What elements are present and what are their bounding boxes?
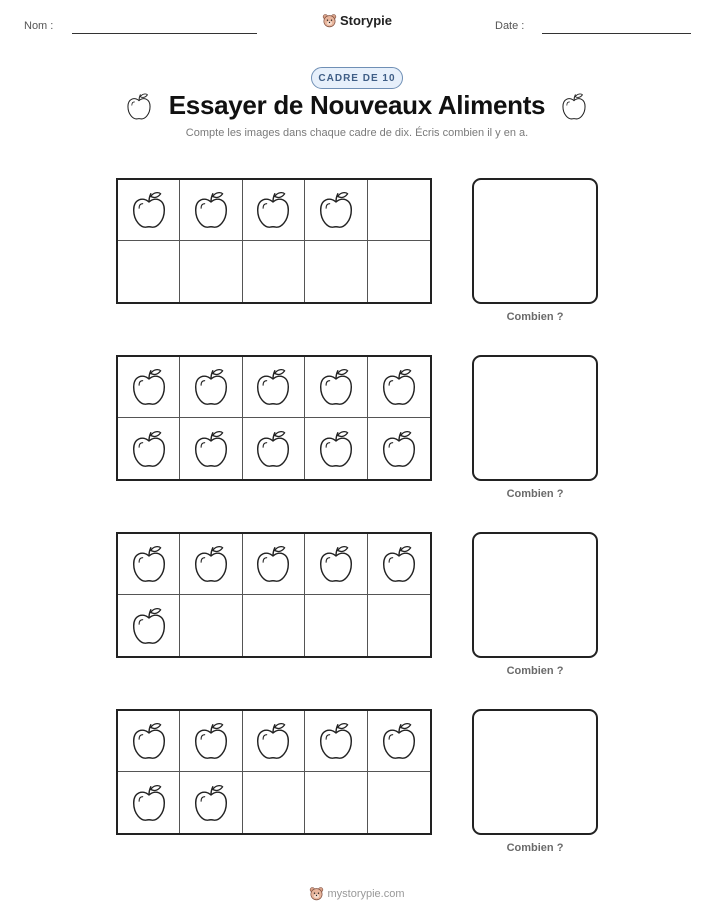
frame-cell bbox=[305, 241, 367, 302]
frame-cell bbox=[118, 534, 180, 595]
apple-icon bbox=[381, 544, 417, 584]
instructions: Compte les images dans chaque cadre de dix. Écris combien il y en a. bbox=[185, 127, 529, 139]
frame-cell bbox=[243, 711, 305, 772]
apple-icon bbox=[193, 429, 229, 469]
ten-frame bbox=[116, 355, 432, 481]
apple-icon bbox=[318, 367, 354, 407]
frame-cell bbox=[118, 241, 180, 302]
frame-cell bbox=[180, 418, 242, 479]
brand bbox=[0, 13, 714, 33]
frame-cell bbox=[305, 418, 367, 479]
frame-cell bbox=[180, 534, 242, 595]
frame-cell bbox=[243, 418, 305, 479]
ten-frame bbox=[116, 709, 432, 835]
frame-cell bbox=[118, 595, 180, 656]
storypie-bear-icon bbox=[322, 13, 337, 28]
frame-cell bbox=[305, 357, 367, 418]
frame-cell bbox=[368, 534, 430, 595]
frame-cell bbox=[180, 357, 242, 418]
apple-icon bbox=[131, 606, 167, 646]
frame-cell bbox=[305, 711, 367, 772]
apple-icon bbox=[131, 544, 167, 584]
apple-icon bbox=[255, 544, 291, 584]
answer-box[interactable] bbox=[472, 355, 598, 481]
apple-icon bbox=[131, 367, 167, 407]
frame-cell bbox=[243, 534, 305, 595]
apple-icon bbox=[255, 367, 291, 407]
apple-icon bbox=[255, 190, 291, 230]
frame-cell bbox=[368, 418, 430, 479]
frame-cell bbox=[243, 772, 305, 833]
apple-icon bbox=[318, 190, 354, 230]
date-line[interactable] bbox=[542, 33, 691, 34]
frame-cell bbox=[305, 534, 367, 595]
frame-cell bbox=[305, 180, 367, 241]
frame-cell bbox=[305, 595, 367, 656]
apple-icon bbox=[255, 721, 291, 761]
footer-url: mystorypie.com bbox=[327, 887, 405, 900]
frame-cell bbox=[243, 241, 305, 302]
apple-icon bbox=[318, 544, 354, 584]
apple-icon bbox=[318, 429, 354, 469]
apple-icon bbox=[318, 721, 354, 761]
answer-box[interactable] bbox=[472, 532, 598, 658]
apple-icon bbox=[131, 429, 167, 469]
name-label: Nom : bbox=[24, 20, 54, 32]
apple-icon bbox=[131, 190, 167, 230]
frame-cell bbox=[368, 180, 430, 241]
apple-icon bbox=[193, 190, 229, 230]
answer-box[interactable] bbox=[472, 709, 598, 835]
frame-cell bbox=[118, 357, 180, 418]
frame-cell bbox=[243, 595, 305, 656]
apple-icon bbox=[131, 721, 167, 761]
frame-cell bbox=[180, 241, 242, 302]
apple-icon bbox=[561, 92, 587, 121]
answer-label: Combien ? bbox=[506, 842, 564, 854]
apple-icon bbox=[381, 429, 417, 469]
answer-label: Combien ? bbox=[506, 488, 564, 500]
apple-icon bbox=[193, 367, 229, 407]
page-title: Essayer de Nouveaux Aliments bbox=[168, 90, 546, 120]
frame-cell bbox=[118, 180, 180, 241]
frame-cell bbox=[118, 418, 180, 479]
apple-icon bbox=[255, 429, 291, 469]
apple-icon bbox=[381, 721, 417, 761]
frame-cell bbox=[243, 357, 305, 418]
storypie-bear-icon bbox=[309, 886, 324, 901]
frame-cell bbox=[118, 772, 180, 833]
category-badge: CADRE DE 10 bbox=[311, 67, 403, 89]
frame-cell bbox=[180, 711, 242, 772]
ten-frame bbox=[116, 178, 432, 304]
ten-frame bbox=[116, 532, 432, 658]
frame-cell bbox=[368, 772, 430, 833]
footer bbox=[0, 886, 714, 904]
answer-box[interactable] bbox=[472, 178, 598, 304]
answer-label: Combien ? bbox=[506, 665, 564, 677]
frame-cell bbox=[368, 711, 430, 772]
apple-icon bbox=[381, 367, 417, 407]
brand-name: Storypie bbox=[339, 13, 392, 28]
frame-cell bbox=[118, 711, 180, 772]
answer-label: Combien ? bbox=[506, 311, 564, 323]
frame-cell bbox=[368, 357, 430, 418]
name-line[interactable] bbox=[72, 33, 257, 34]
apple-icon bbox=[193, 721, 229, 761]
frame-cell bbox=[368, 241, 430, 302]
frame-cell bbox=[305, 772, 367, 833]
apple-icon bbox=[193, 544, 229, 584]
frame-cell bbox=[243, 180, 305, 241]
frame-cell bbox=[180, 595, 242, 656]
frame-cell bbox=[180, 180, 242, 241]
apple-icon bbox=[193, 783, 229, 823]
date-label: Date : bbox=[495, 20, 525, 32]
apple-icon bbox=[131, 783, 167, 823]
frame-cell bbox=[180, 772, 242, 833]
frame-cell bbox=[368, 595, 430, 656]
